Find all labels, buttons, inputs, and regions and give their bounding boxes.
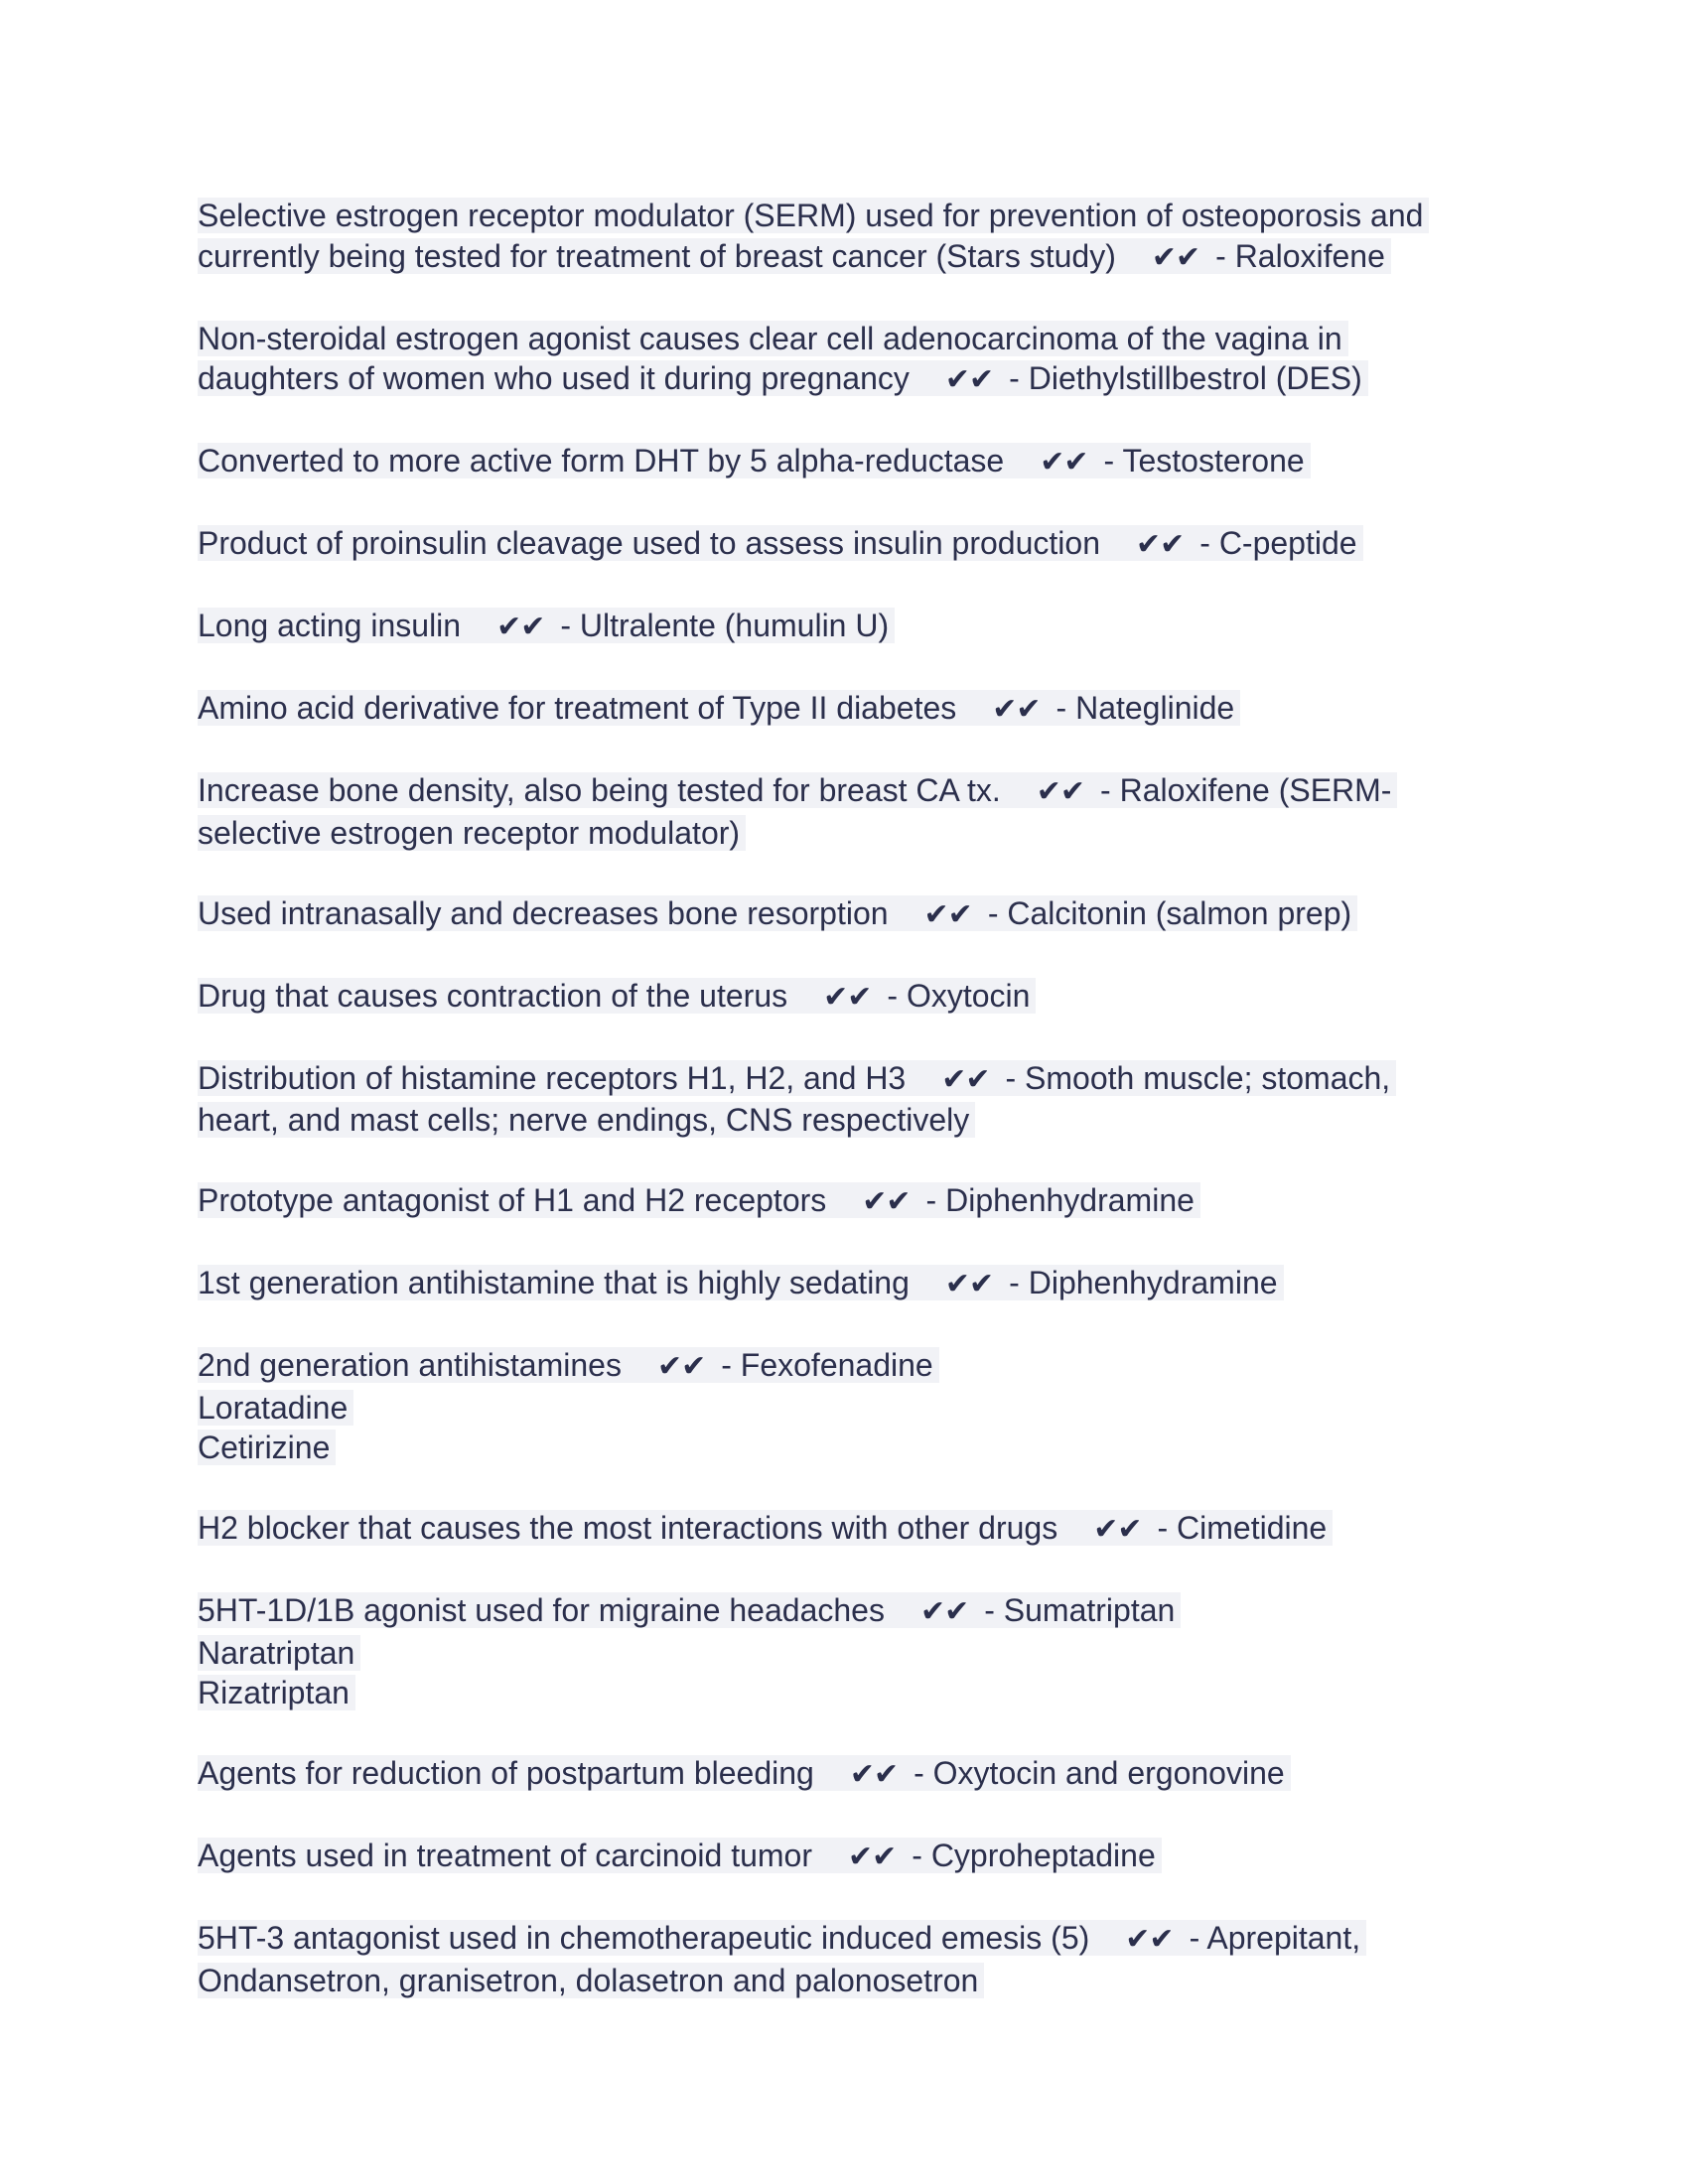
flashcard — [198, 1508, 1488, 1551]
flashcard — [198, 976, 1488, 1019]
answer-text: - Nateglinide — [1055, 690, 1235, 726]
double-check-icon: ✔✔ — [656, 1349, 706, 1384]
double-check-icon: ✔✔ — [941, 1061, 990, 1097]
answer-text: - C-peptide — [1199, 525, 1357, 561]
answer-text: - Cimetidine — [1157, 1510, 1328, 1546]
flashcard — [198, 441, 1488, 483]
answer-text: - Smooth muscle; stomach, — [1005, 1059, 1391, 1096]
double-check-icon: ✔✔ — [1151, 239, 1200, 275]
question-text: Agents for reduction of postpartum bleeding — [198, 1755, 814, 1791]
double-check-icon: ✔✔ — [1135, 527, 1185, 562]
answer-text: - Ultralente (humulin U) — [560, 608, 890, 643]
answer-text: - Raloxifene — [1215, 237, 1385, 274]
flashcard — [198, 606, 1488, 648]
double-check-icon: ✔✔ — [862, 1184, 911, 1219]
double-check-icon: ✔✔ — [1040, 445, 1088, 479]
double-check-icon: ✔✔ — [919, 1594, 969, 1629]
question-text: 5HT-3 antagonist used in chemotherapeutic induced emesis (5) — [198, 1920, 1090, 1956]
flashcard — [198, 1345, 1488, 1468]
answer-text: - Calcitonin (salmon prep) — [987, 894, 1352, 931]
flashcard — [198, 1753, 1488, 1796]
answer-text: Ondansetron, granisetron, dolasetron and palonosetron — [198, 1963, 984, 1998]
answer-text: - Raloxifene (SERM- — [1100, 772, 1392, 808]
double-check-icon: ✔✔ — [923, 896, 972, 932]
answer-text: selective estrogen receptor modulator) — [198, 815, 746, 851]
answer-text: - Fexofenadine — [721, 1347, 933, 1383]
answer-text: - Diphenhydramine — [925, 1182, 1195, 1218]
flashcard — [198, 1058, 1488, 1141]
question-text: Used intranasally and decreases bone resorption — [198, 894, 889, 931]
flashcard — [198, 319, 1488, 401]
double-check-icon: ✔✔ — [849, 1757, 899, 1792]
answer-text: - Diethylstillbestrol (DES) — [1009, 360, 1362, 396]
double-check-icon: ✔✔ — [823, 979, 872, 1015]
question-text: 1st generation antihistamine that is highly sedating — [198, 1265, 910, 1300]
flashcard — [198, 1590, 1488, 1713]
question-text: 5HT-1D/1B agonist used for migraine headaches — [198, 1592, 885, 1628]
flashcard — [198, 1836, 1488, 1878]
double-check-icon: ✔✔ — [496, 610, 545, 644]
double-check-icon: ✔✔ — [1125, 1922, 1174, 1957]
answer-text: - Testosterone — [1103, 443, 1305, 478]
flashcard — [198, 688, 1488, 731]
question-text: H2 blocker that causes the most interactions with other drugs — [198, 1510, 1058, 1546]
answer-text: - Cyproheptadine — [912, 1838, 1156, 1873]
double-check-icon: ✔✔ — [1036, 774, 1085, 809]
answer-text: - Oxytocin and ergonovine — [914, 1755, 1285, 1791]
answer-text: - Diphenhydramine — [1009, 1265, 1278, 1300]
flashcard — [198, 1918, 1488, 2000]
answer-text: - Sumatriptan — [984, 1592, 1176, 1628]
question-text: daughters of women who used it during pregnancy — [198, 360, 910, 396]
question-text: 2nd generation antihistamines — [198, 1347, 622, 1383]
question-text: Amino acid derivative for treatment of Type II diabetes — [198, 690, 957, 726]
answer-text: Rizatriptan — [198, 1675, 355, 1710]
flashcard — [198, 523, 1488, 566]
question-text: Long acting insulin — [198, 608, 462, 643]
double-check-icon: ✔✔ — [944, 1267, 994, 1301]
double-check-icon: ✔✔ — [944, 362, 994, 397]
answer-text: Cetirizine — [198, 1430, 336, 1465]
flashcard — [198, 893, 1488, 936]
double-check-icon: ✔✔ — [847, 1840, 897, 1874]
question-text: Product of proinsulin cleavage used to assess insulin production — [198, 525, 1100, 561]
question-text: currently being tested for treatment of breast cancer (Stars study) — [198, 237, 1116, 274]
question-text: Drug that causes contraction of the uterus — [198, 977, 788, 1014]
question-text: Increase bone density, also being tested for breast CA tx. — [198, 772, 1001, 808]
answer-text: - Aprepitant, — [1189, 1920, 1361, 1956]
flashcard — [198, 770, 1488, 853]
flashcard — [198, 196, 1488, 278]
answer-text: Loratadine — [198, 1390, 353, 1426]
answer-text: heart, and mast cells; nerve endings, CNS respectively — [198, 1102, 975, 1138]
question-text: Agents used in treatment of carcinoid tumor — [198, 1838, 812, 1873]
question-text: Converted to more active form DHT by 5 alpha-reductase — [198, 443, 1005, 478]
answer-text: - Oxytocin — [887, 977, 1031, 1014]
question-text: Prototype antagonist of H1 and H2 receptors — [198, 1182, 827, 1218]
question-text: Distribution of histamine receptors H1, H2, and H3 — [198, 1059, 907, 1096]
question-text: Non-steroidal estrogen agonist causes clear cell adenocarcinoma of the vagina in — [198, 321, 1348, 356]
flashcard — [198, 1263, 1488, 1305]
flashcard — [198, 1180, 1488, 1223]
double-check-icon: ✔✔ — [992, 692, 1041, 727]
double-check-icon: ✔✔ — [1093, 1512, 1142, 1547]
question-text: Selective estrogen receptor modulator (SERM) used for prevention of osteoporosis and — [198, 198, 1429, 233]
answer-text: Naratriptan — [198, 1635, 360, 1671]
flashcard-list — [198, 196, 1488, 2041]
